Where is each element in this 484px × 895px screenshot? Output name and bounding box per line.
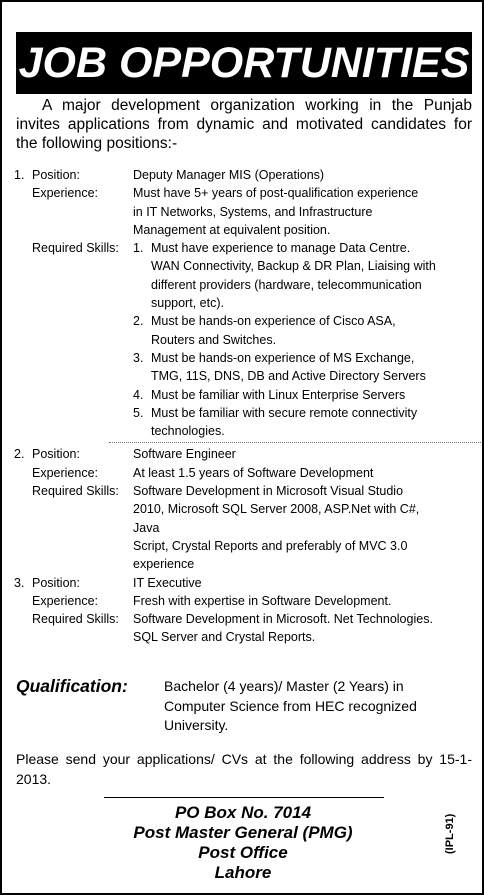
address-line: Lahore [214, 863, 272, 882]
position-label: Position: [32, 447, 80, 462]
skills-label: Required Skills: [32, 484, 119, 499]
skills-row [14, 482, 476, 573]
skills-text: Software Development in Microsoft. Net Technologies. SQL Server and Crystal Reports. [133, 612, 433, 645]
divider [109, 442, 484, 443]
positions-list [14, 166, 476, 647]
experience-row [14, 464, 476, 482]
position-row [14, 166, 476, 184]
position-row [14, 445, 476, 463]
experience-text: Fresh with expertise in Software Development. [133, 593, 392, 608]
skills-row [14, 239, 476, 440]
experience-row [14, 184, 476, 239]
list-item: 2. Must be hands-on experience of Cisco ASA, Routers and Switches. [133, 314, 396, 347]
experience-label: Experience: [32, 593, 99, 608]
experience-label: Experience: [32, 465, 99, 480]
address-line: Post Office [198, 843, 288, 862]
experience-text: Must have 5+ years of post-qualification experience in IT Networks, Systems, and Infrastructure Management at equivalent position. [133, 186, 419, 237]
position-number: 2. [14, 447, 25, 462]
position-row [14, 574, 476, 592]
qualification-label: Qualification: [16, 676, 128, 696]
page-title: JOB OPPORTUNITIES [16, 32, 472, 94]
divider [104, 797, 384, 798]
skills-label: Required Skills: [32, 612, 119, 627]
position-label: Position: [32, 168, 80, 182]
list-item: 4. Must be familiar with Linux Enterprise Servers [133, 387, 406, 402]
position-number: 1. [14, 168, 25, 182]
experience-row [14, 592, 476, 610]
intro-paragraph [16, 96, 472, 153]
qualification-text: Bachelor (4 years)/ Master (2 Years) in Computer Science from HEC recognized University. [164, 678, 417, 733]
position-number: 3. [14, 575, 25, 590]
position-label: Position: [32, 575, 80, 590]
list-item: 3. Must be hands-on experience of MS Exchange, TMG, 11S, DNS, DB and Active Directory Servers [133, 350, 426, 384]
position-title: Software Engineer [133, 447, 236, 462]
experience-text: At least 1.5 years of Software Development [133, 465, 374, 480]
reference-code: (IPL-91) [444, 813, 456, 854]
intro-text: A major development organization working in the Punjab invites applications from dynamic and motivated candidates for the following positions:- [16, 97, 472, 152]
list-item: 1. Must have experience to manage Data Centre. WAN Connectivity, Backup & DR Plan, Liaising with different providers (hardware, telecommunication support, etc). [133, 241, 436, 311]
skills-list [133, 239, 476, 440]
application-instructions: Please send your applications/ CVs at the following address by 15-1-2013. [16, 751, 472, 787]
experience-label: Experience: [32, 186, 99, 201]
skills-row [14, 610, 476, 647]
position-title: Deputy Manager MIS (Operations) [133, 168, 325, 182]
postal-address [64, 803, 422, 883]
position-title: IT Executive [133, 575, 202, 590]
list-item: 5. Must be familiar with secure remote connectivity technologies. [133, 405, 418, 439]
skills-label: Required Skills: [32, 241, 119, 256]
address-line: PO Box No. 7014 [174, 803, 312, 822]
address-line: Post Master General (PMG) [133, 823, 353, 842]
skills-text: Software Development in Microsoft Visual Studio 2010, Microsoft SQL Server 2008, ASP.Net with C#, Java Script, Crystal Reports and preferably of MVC 3.0 experience [133, 484, 420, 572]
